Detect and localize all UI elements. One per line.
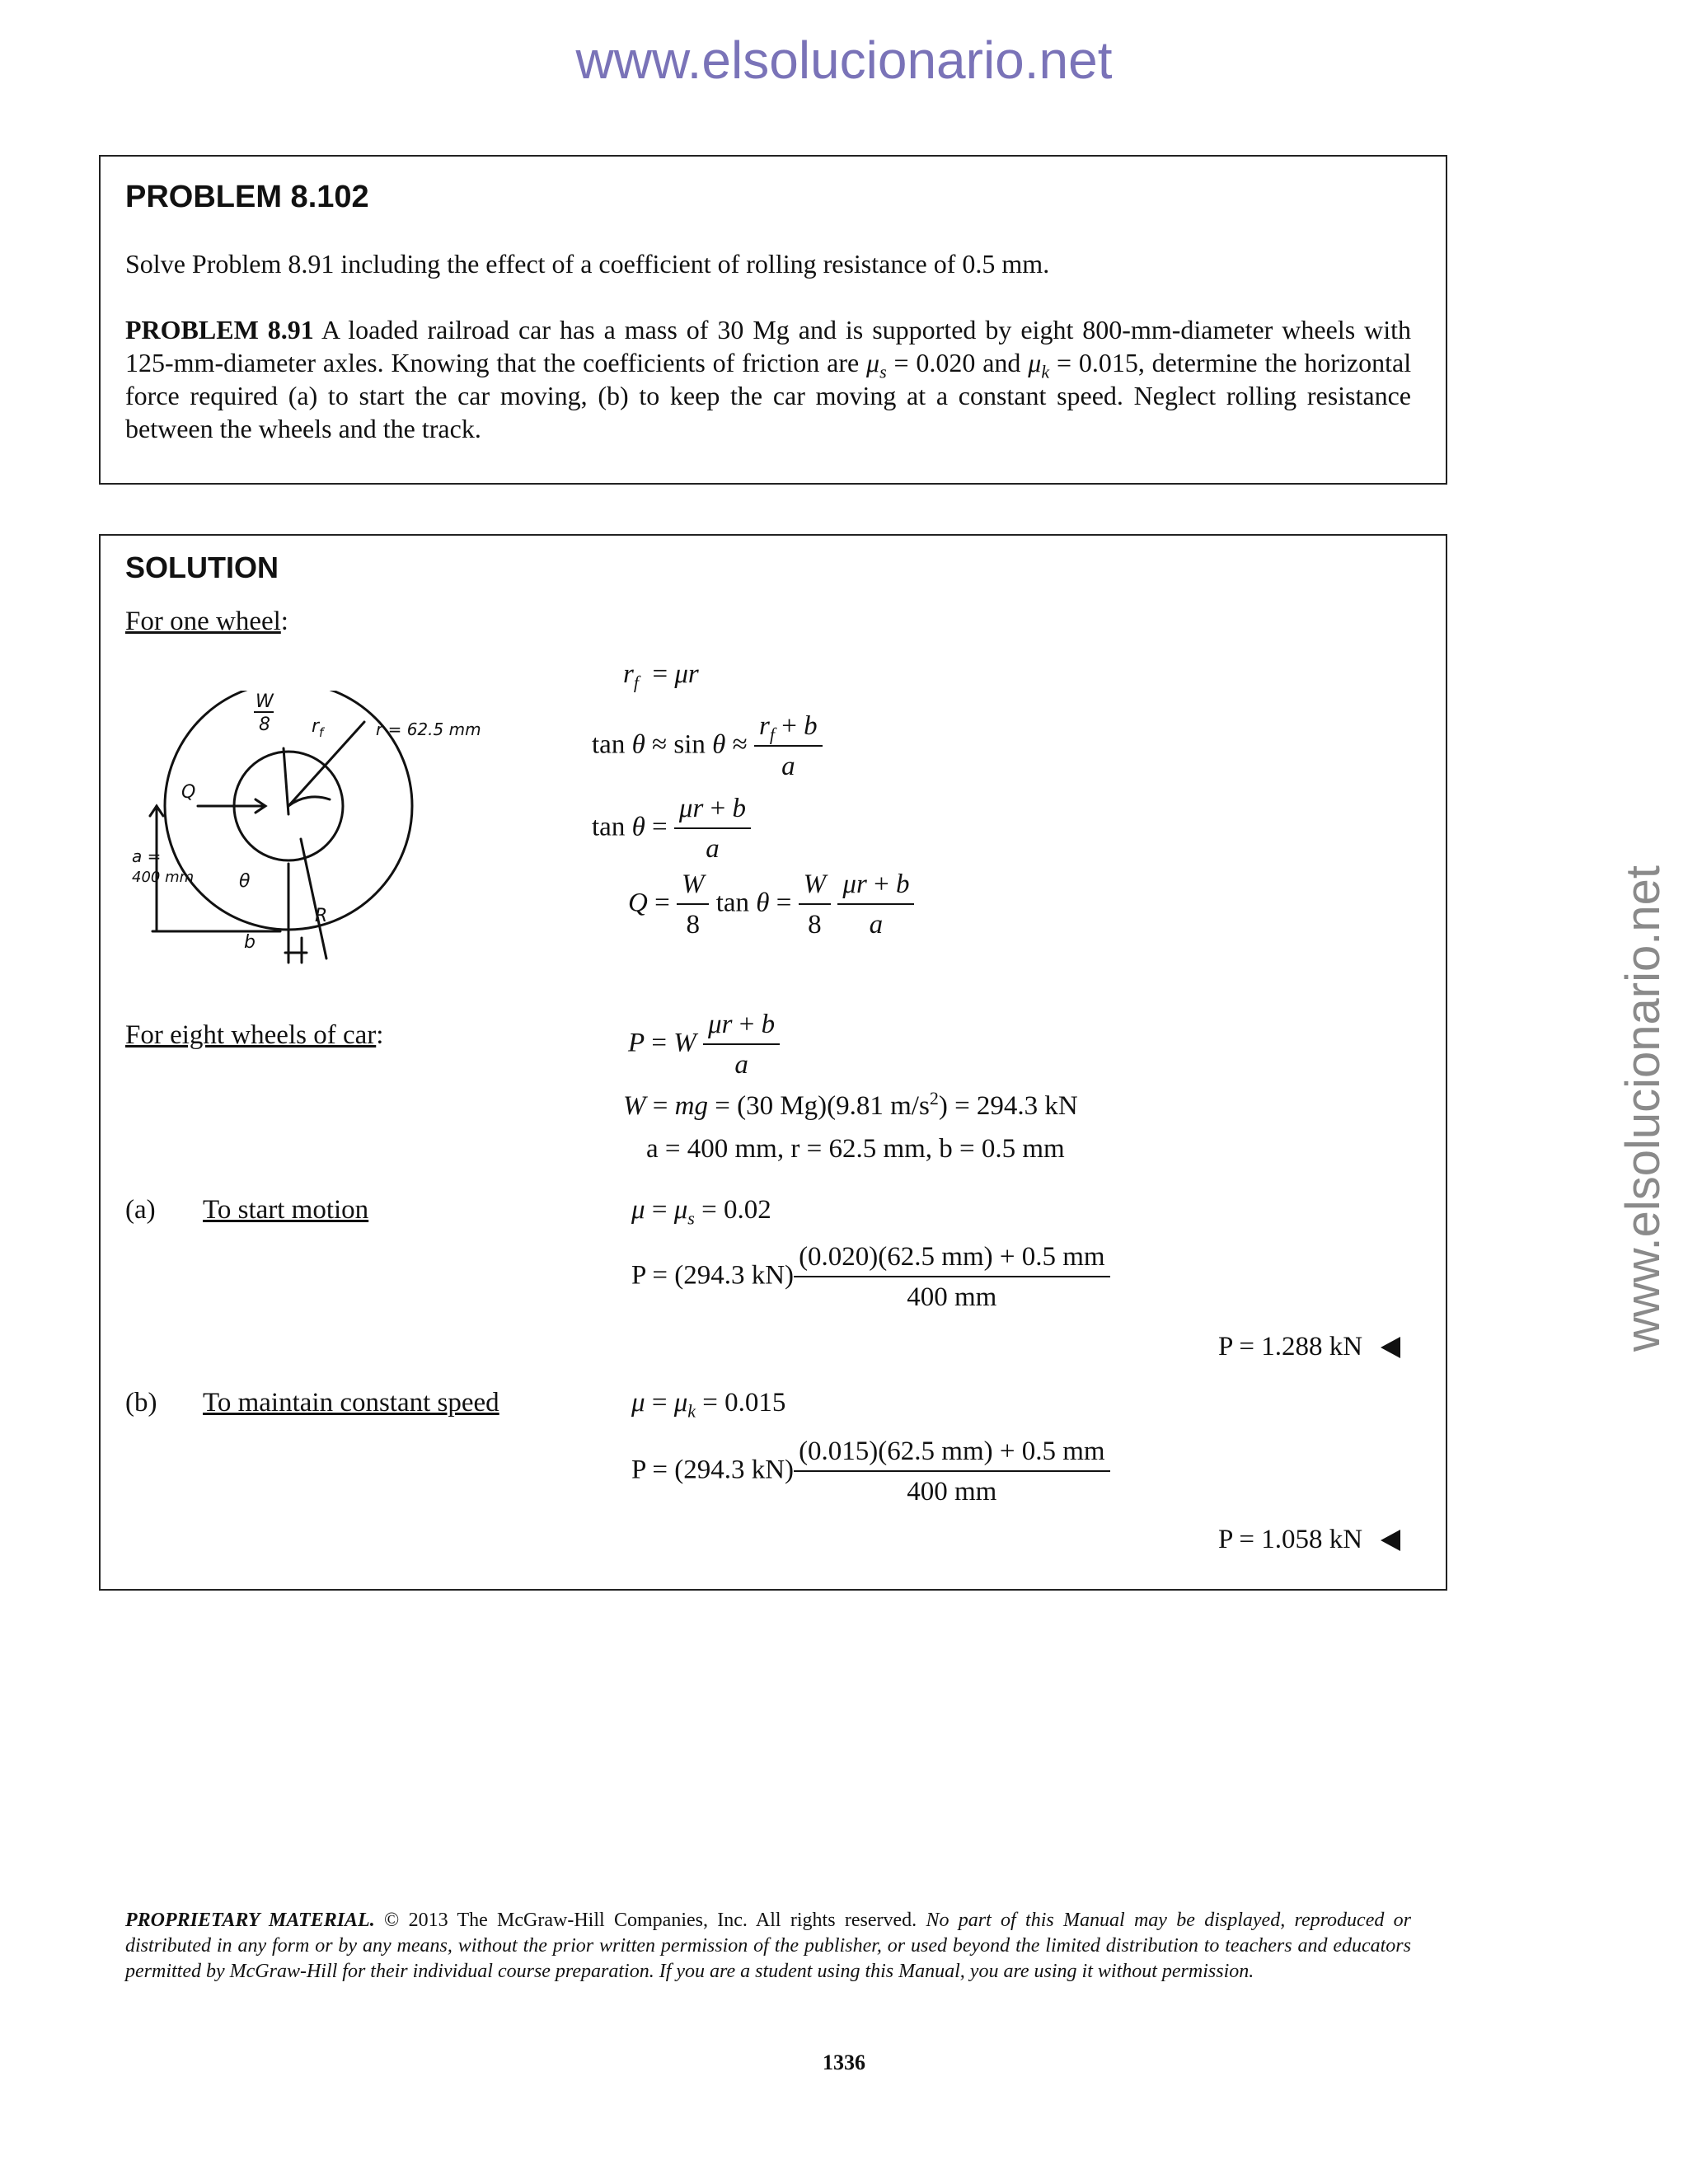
fig-label-q: Q [181, 782, 196, 803]
problem-title: PROBLEM 8.102 [125, 180, 369, 214]
reference-problem: PROBLEM 8.91 A loaded railroad car has a mass of 30 Mg and is supported by eight 800-mm-diameter wheels with 125-mm-diameter axles. Knowing that the coefficients of friction are $\mu_s = 0.020$ and $\mu_k = 0.015$, determine the horizontal force required (a) to start the car moving, (b) to keep the car moving at a constant speed. Neglect rolling resistance between the wheels and the track. [125, 315, 1412, 443]
part-a-answer: P = 1.288 kN [1218, 1332, 1400, 1362]
part-b-label: (b) [125, 1388, 157, 1418]
fig-label-w: W [256, 691, 274, 712]
part-b-heading: To maintain constant speed [203, 1388, 499, 1418]
eq-params: a = 400 mm, r = 62.5 mm, b = 0.5 mm [646, 1134, 1065, 1164]
copyright-footer: PROPRIETARY MATERIAL. © 2013 The McGraw-Hill Companies, Inc. All rights reserved. No part of this Manual may be displayed, reproduced or distributed in any form or by any means, without the prior written permission of the publisher, or used beyond the limited distribution to teachers and educators permitted by McGraw-Hill for their individual course preparation. If you are a student using this Manual, you are using it without permission. [125, 1910, 1411, 1982]
fig-label-a-val: 400 mm [132, 869, 195, 886]
solution-title: SOLUTION [125, 551, 279, 584]
answer-marker-icon [1381, 1337, 1400, 1358]
one-wheel-heading: For one wheel: [125, 607, 288, 636]
fig-label-r-dim: r = 62.5 mm [376, 719, 481, 739]
reference-text-2: determine the horizontal force required (a) to start the car moving, (b) to keep the car moving at a constant speed. Neglect rolling resistance between the wheels and the track. [125, 348, 1412, 443]
reference-problem-label: PROBLEM 8.91 [125, 315, 314, 344]
watermark-side: www.elsolucionario.net [1616, 865, 1670, 1352]
part-b-p-eq: P = (294.3 kN) $\frac{(0.015)(62.5 mm) + 0.5 mm}{400 mm}$ [631, 1432, 1110, 1511]
radius-line [288, 722, 364, 806]
part-a-label: (a) [125, 1195, 156, 1225]
part-a-mu: $\mu = \mu_s = 0.02$ [631, 1195, 771, 1229]
fig-label-8: 8 [259, 715, 270, 735]
fig-label-theta: θ [239, 871, 251, 892]
watermark-top: www.elsolucionario.net [575, 30, 1113, 90]
eq-tan-theta: tan θ = $\frac{\mu r + b}{a}$ [592, 790, 751, 869]
eq-rf: $r_f = \mu r$ [623, 659, 699, 693]
fig-label-a: a = [132, 846, 162, 866]
part-a-heading: To start motion [203, 1195, 369, 1225]
problem-statement: Solve Problem 8.91 including the effect of a coefficient of rolling resistance of 0.5 mm. [125, 249, 1050, 279]
reference-text-1: A loaded railroad car has a mass of 30 Mg and is supported by eight 800-mm-diameter wheels with 125-mm-diameter axles. Knowing that the coefficients of friction are [125, 315, 1412, 377]
part-b-mu: $\mu = \mu_k = 0.015$ [631, 1388, 786, 1422]
eq-weight: W = mg = (30 Mg)(9.81 $m/s^2) = 294.3$ kN [623, 1088, 1078, 1121]
mu-k-value: = 0.015, [1056, 348, 1145, 377]
weight-arrow [284, 748, 288, 814]
part-a-p-eq: P = (294.3 kN) $\frac{(0.020)(62.5 mm) + 0.5 mm}{400 mm}$ [631, 1238, 1110, 1317]
mu-s-value: = 0.020 and [893, 348, 1021, 377]
answer-marker-icon [1381, 1530, 1400, 1551]
wheel-free-body-sketch [132, 691, 495, 971]
eq-tan-approx: tan θ ≈ sin θ ≈ $\frac{r_f + b}{a}$ [592, 707, 823, 786]
reaction-line [301, 839, 326, 958]
fig-label-rf: $r_f$ [312, 716, 324, 740]
part-b-answer: P = 1.058 kN [1218, 1525, 1400, 1555]
page-number: 1336 [823, 2050, 865, 2074]
fig-label-r-force: R [315, 906, 328, 926]
eq-p-general: P = W $\frac{\mu r + b}{a}$ [628, 1005, 780, 1085]
eq-q: Q = $\frac{W}{8}$ tan θ = $\frac{W}{8}$ $\frac{\mu r + b}{a}$ [628, 865, 914, 944]
fig-label-b: b [244, 932, 256, 953]
eight-wheels-heading: For eight wheels of car: [125, 1020, 384, 1050]
